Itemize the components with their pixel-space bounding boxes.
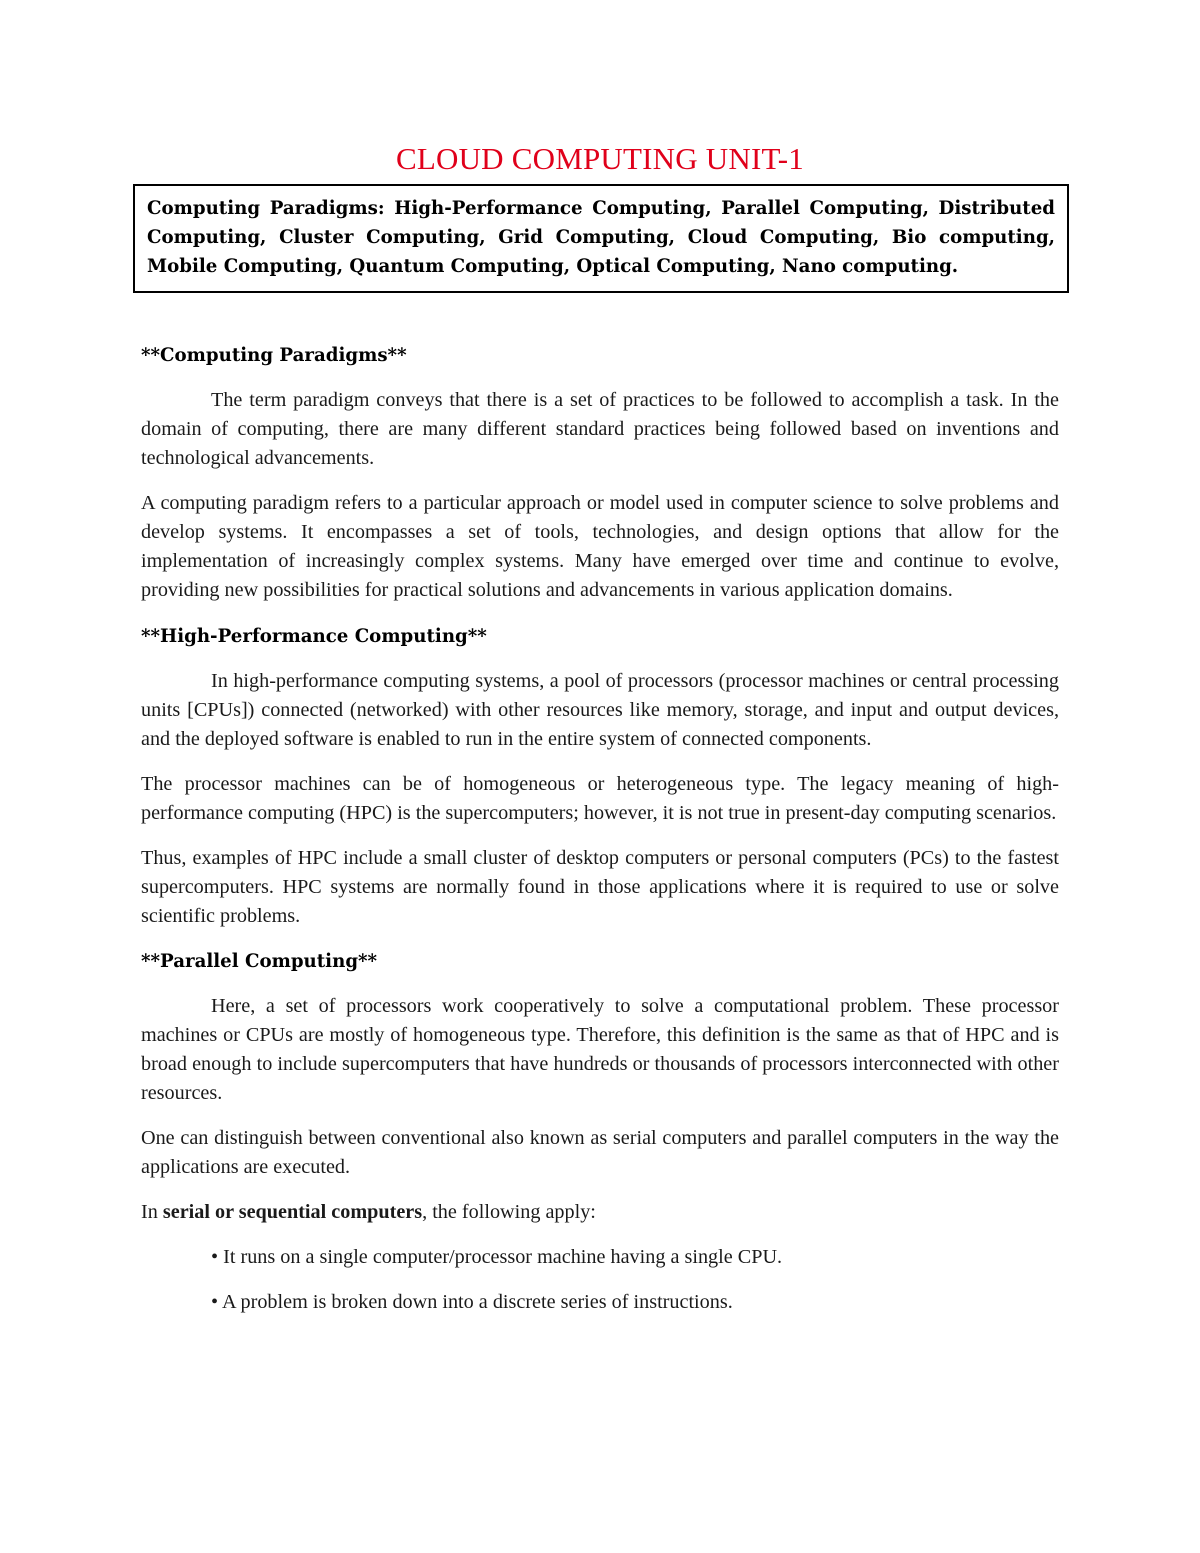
document-title: CLOUD COMPUTING UNIT-1 — [396, 141, 804, 176]
paragraph: Here, a set of processors work cooperatively to solve a computational problem. These processor machines or CPUs are mostly of homogeneous type. Therefore, this definition is the same as that of HPC and is broad enough to include supercomputers that have hundreds or thousands of processors interconnected with other resources. — [141, 995, 1059, 1104]
serial-intro-bold: serial or sequential computers — [162, 1201, 423, 1223]
bullet-item: • A problem is broken down into a discrete series of instructions. — [211, 1291, 733, 1313]
serial-intro-prefix: In — [141, 1201, 163, 1223]
paragraph: Thus, examples of HPC include a small cluster of desktop computers or personal computers (PCs) to the fastest supercomputers. HPC systems are normally found in those applications where it is required to use or solve scientific problems. — [141, 847, 1059, 927]
paragraph: The term paradigm conveys that there is a set of practices to be followed to accomplish a task. In the domain of computing, there are many different standard practices being followed based on inventions and technological advancements. — [141, 389, 1059, 469]
paragraph: One can distinguish between conventional also known as serial computers and parallel computers in the way the applications are executed. — [141, 1127, 1059, 1178]
section-heading-computing-paradigms: **Computing Paradigms** — [141, 345, 407, 366]
section-heading-high-performance-computing: **High-Performance Computing** — [141, 626, 487, 647]
paragraph: In high-performance computing systems, a pool of processors (processor machines or central processing units [CPUs]) connected (networked) with other resources like memory, storage, and input and output devices, and the deployed software is enabled to run in the entire system of connected components. — [141, 670, 1059, 750]
serial-computers-intro — [141, 1198, 1059, 1227]
topics-box: Computing Paradigms: High-Performance Computing, Parallel Computing, Distributed Computing, Cluster Computing, Grid Computing, Cloud Computing, Bio computing, Mobile Computing, Quantum Computing, Optical Computing, Nano computing. — [133, 184, 1069, 293]
section-heading-parallel-computing: **Parallel Computing** — [141, 951, 378, 972]
serial-intro-suffix: , the following apply: — [422, 1201, 596, 1223]
paragraph: The processor machines can be of homogeneous or heterogeneous type. The legacy meaning of high-performance computing (HPC) is the supercomputers; however, it is not true in present-day computing scenarios. — [141, 773, 1059, 824]
paragraph: A computing paradigm refers to a particular approach or model used in computer science to solve problems and develop systems. It encompasses a set of tools, technologies, and design options that allow for the implementation of increasingly complex systems. Many have emerged over time and continue to evolve, providing new possibilities for practical solutions and advancements in various application domains. — [141, 492, 1059, 601]
bullet-item: • It runs on a single computer/processor machine having a single CPU. — [211, 1246, 783, 1268]
document-page — [141, 140, 1059, 1317]
